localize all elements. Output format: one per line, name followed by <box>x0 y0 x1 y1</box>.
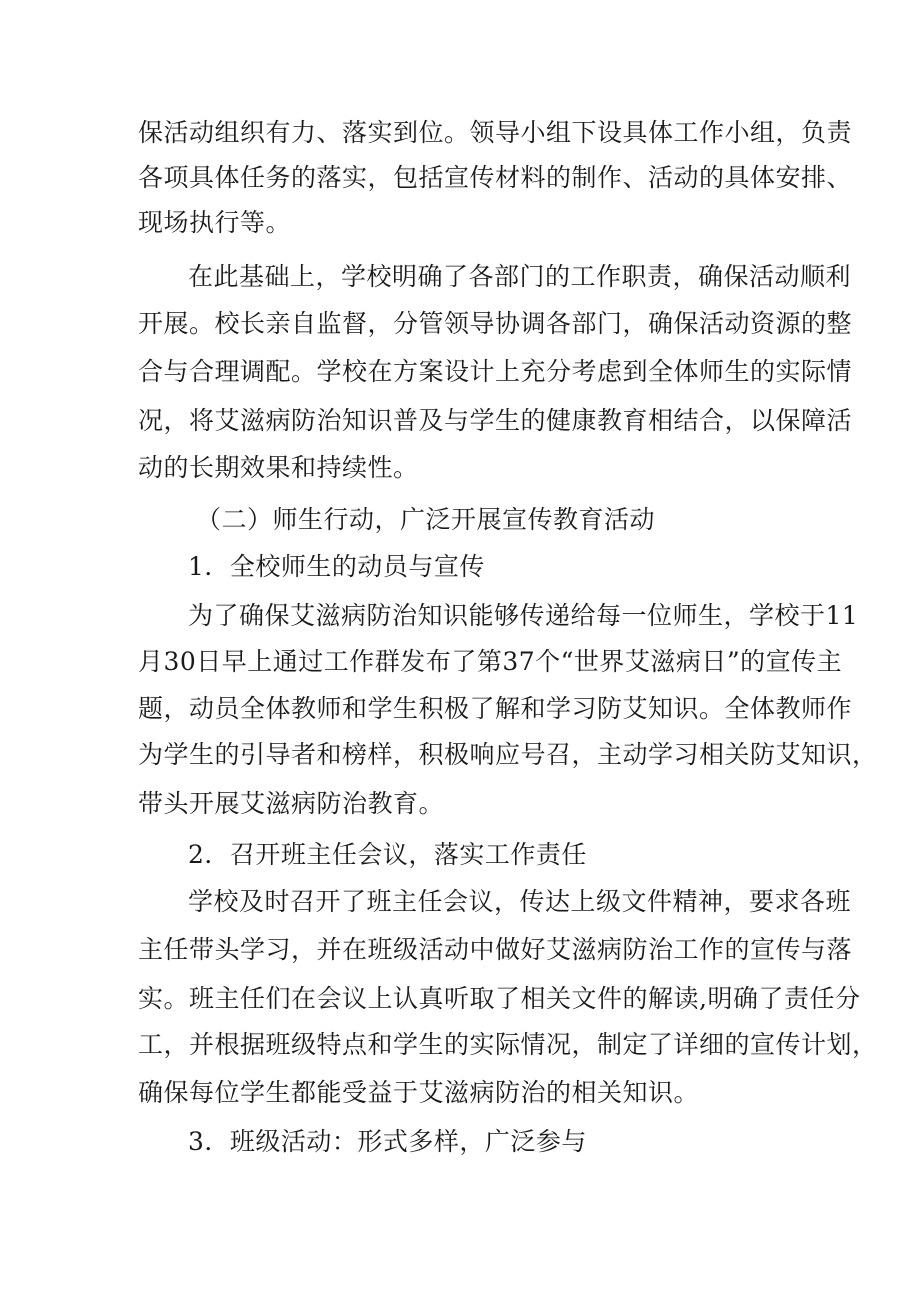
text-line: 带头开展艾滋病防治教育。 <box>138 789 445 818</box>
text-line: 各项具体任务的落实，包括宣传材料的制作、活动的具体安排、 <box>138 163 853 192</box>
text-line: 合与合理调配。学校在方案设计上充分考虑到全体师生的实际情 <box>138 357 853 386</box>
text-line: 月30日早上通过工作群发布了第37个“世界艾滋病日”的宣传主 <box>138 647 843 676</box>
paragraph-first-line: 为了确保艾滋病防治知识能够传递给每一位师生，学校于11 <box>188 601 859 630</box>
text-line: 确保每位学生都能受益于艾滋病防治的相关知识。 <box>138 1078 700 1107</box>
subsection-heading: 2．召开班主任会议，落实工作责任 <box>188 840 587 869</box>
text-line: 题，动员全体教师和学生积极了解和学习防艾知识。全体教师作 <box>138 694 853 723</box>
text-line: 开展。校长亲自监督，分管领导协调各部门，确保活动资源的整 <box>138 309 853 338</box>
subsection-heading: 3．班级活动：形式多样，广泛参与 <box>188 1127 587 1156</box>
text-line: 况，将艾滋病防治知识普及与学生的健康教育相结合，以保障活 <box>138 406 853 435</box>
text-line: 实。班主任们在会议上认真听取了相关文件的解读,明确了责任分 <box>138 984 861 1013</box>
text-line: 保活动组织有力、落实到位。领导小组下设具体工作小组，负责 <box>138 118 853 147</box>
section-heading: （二）师生行动，广泛开展宣传教育活动 <box>196 505 656 534</box>
text-line: 现场执行等。 <box>138 208 292 237</box>
paragraph-first-line: 学校及时召开了班主任会议，传达上级文件精神，要求各班 <box>188 887 852 916</box>
text-line: 工，并根据班级特点和学生的实际情况，制定了详细的宣传计划， <box>138 1030 878 1059</box>
paragraph-first-line: 在此基础上，学校明确了各部门的工作职责，确保活动顺利 <box>188 262 852 291</box>
subsection-heading: 1．全校师生的动员与宣传 <box>188 552 485 581</box>
text-line: 动的长期效果和持续性。 <box>138 453 419 482</box>
text-line: 为学生的引导者和榜样，积极响应号召，主动学习相关防艾知识， <box>138 740 878 769</box>
text-line: 主任带头学习，并在班级活动中做好艾滋病防治工作的宣传与落 <box>138 935 853 964</box>
